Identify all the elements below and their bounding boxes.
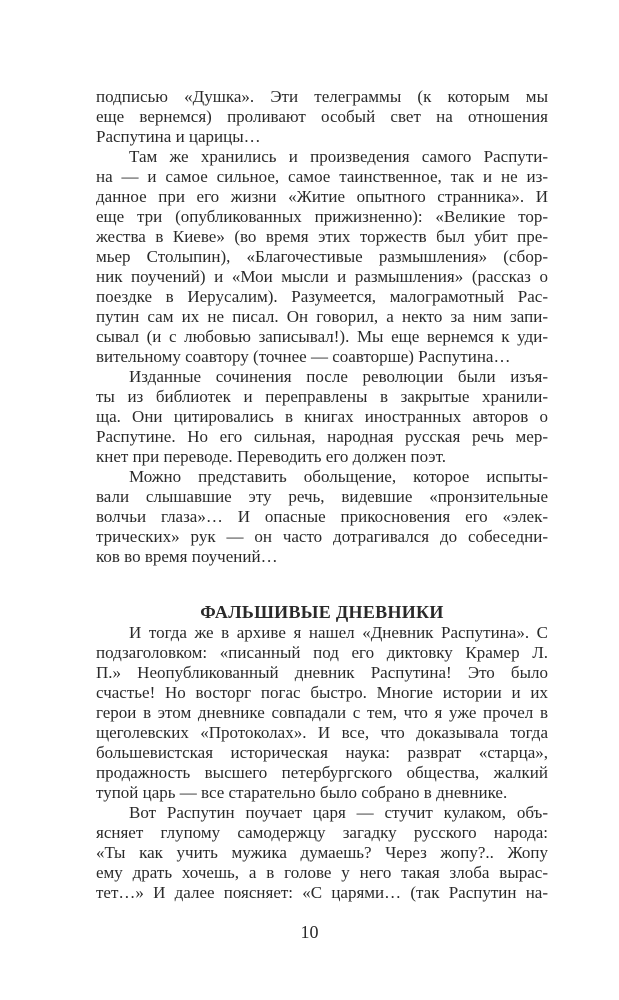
- text-line: Распутине. Но его сильная, народная русская речь мер-: [96, 427, 548, 446]
- text-line: «Ты как учить мужика думаешь? Через жопу?.. Жопу: [96, 843, 548, 862]
- text-line: Можно представить обольщение, которое испыты-: [129, 467, 548, 486]
- text-line: ему драть хочешь, а в голове у него такая злоба вырас-: [96, 863, 548, 882]
- text-line: еще три (опубликованных прижизненно): «Великие тор-: [96, 207, 548, 226]
- text-line: щеголевских «Протоколах». И все, что доказывала тогда: [96, 723, 548, 742]
- text-line: поездке в Иерусалим). Разумеется, малограмотный Рас-: [96, 287, 548, 306]
- paragraph: [96, 147, 548, 367]
- text-line: Вот Распутин поучает царя — стучит кулаком, объ-: [129, 803, 548, 822]
- paragraph: [96, 623, 548, 803]
- text-line: ник поучений) и «Мои мысли и размышления» (рассказ о: [96, 267, 548, 286]
- text-line: данное при его жизни «Житие опытного странника». И: [96, 187, 548, 206]
- text-line: Изданные сочинения после революции были изъя-: [129, 367, 548, 386]
- paragraph: [96, 87, 548, 147]
- text-line: на — и самое сильное, самое таинственное, так и не из-: [96, 167, 548, 186]
- text-line: подписью «Душка». Эти телеграммы (к которым мы: [96, 87, 548, 106]
- text-line: ков во время поучений…: [96, 547, 278, 566]
- text-line: ты из библиотек и переправлены в закрытые хранили-: [96, 387, 548, 406]
- text-line: вительному соавтору (точнее — соавторше) Распутина…: [96, 347, 511, 366]
- text-line: герои в этом дневнике совпадали с тем, что я уже прочел в: [96, 703, 548, 722]
- text-line: ясняет глупому самодержцу загадку русского народа:: [96, 823, 548, 842]
- text-line: трических» рук — он часто дотрагивался до собеседни-: [96, 527, 548, 546]
- text-line: счастье! Но восторг погас быстро. Многие истории и их: [96, 683, 548, 702]
- text-line: тет…» И далее поясняет: «С царями… (так Распутин на-: [96, 883, 548, 902]
- text-line: подзаголовком: «писанный под его диктовку Крамер Л.: [96, 643, 548, 662]
- paragraph: [96, 803, 548, 903]
- text-line: кнет при переводе. Переводить его должен поэт.: [96, 447, 446, 466]
- text-line: мьер Столыпин), «Благочестивые размышления» (сбор-: [96, 247, 548, 266]
- text-line: продажность высшего петербургского общества, жалкий: [96, 763, 548, 782]
- text-line: Там же хранились и произведения самого Распути-: [129, 147, 548, 166]
- section-heading: ФАЛЬШИВЫЕ ДНЕВНИКИ: [200, 602, 444, 622]
- text-line: жества в Киеве» (во время этих торжеств был убит пре-: [96, 227, 548, 246]
- text-line: волчьи глаза»… И опасные прикосновения его «элек-: [96, 507, 548, 526]
- text-line: вали слышавшие эту речь, видевшие «пронзительные: [96, 487, 548, 506]
- text-line: большевистская историческая наука: разврат «старца»,: [96, 743, 548, 762]
- text-line: сывал (и с любовью записывал!). Мы еще вернемся к уди-: [96, 327, 548, 346]
- text-line: еще вернемся) проливают особый свет на отношения: [96, 107, 548, 126]
- page-number: 10: [300, 922, 319, 942]
- text-line: П.» Неопубликованный дневник Распутина! Это было: [96, 663, 548, 682]
- text-line: путин сам их не писал. Он говорил, а некто за ним запи-: [96, 307, 548, 326]
- paragraph: [96, 367, 548, 467]
- text-line: Распутина и царицы…: [96, 127, 261, 146]
- text-section-2: [96, 623, 548, 903]
- text-line: тупой царь — все старательно было собрано в дневнике.: [96, 783, 508, 802]
- text-section-1: [96, 87, 548, 567]
- paragraph: [96, 467, 548, 567]
- text-line: И тогда же в архиве я нашел «Дневник Распутина». С: [129, 623, 548, 642]
- text-line: ща. Они цитировались в книгах иностранных авторов о: [96, 407, 548, 426]
